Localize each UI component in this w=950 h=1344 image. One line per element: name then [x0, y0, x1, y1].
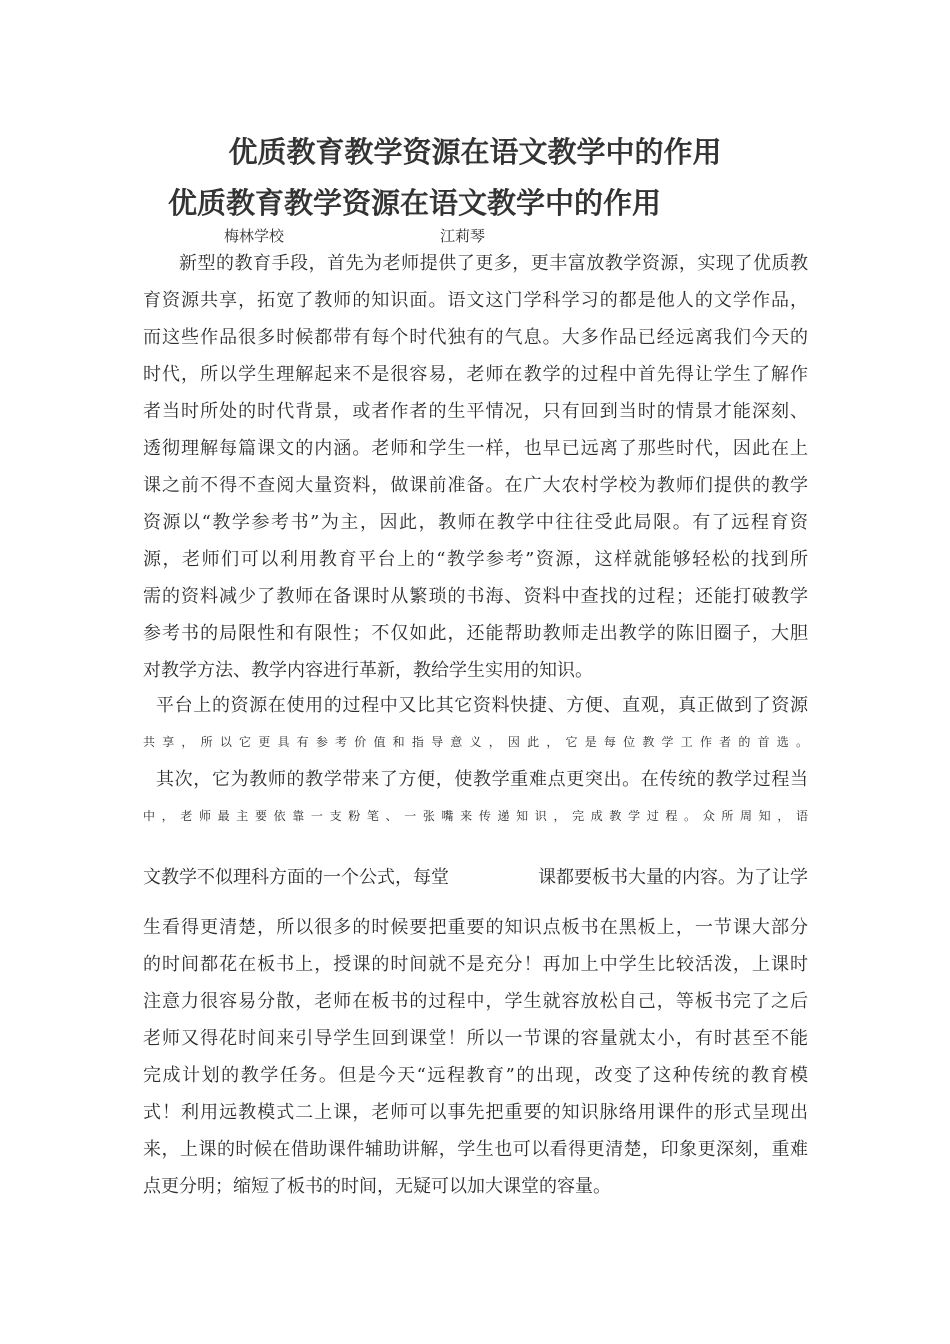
text-line: 生看得更清楚，所以很多的时候要把重要的知识点板书在黑板上，一节课大部分 [143, 917, 808, 938]
document-subtitle: 优质教育教学资源在语文教学中的作用 [168, 186, 662, 220]
text-line: 共享，所以它更具有参考价值和指导意义，因此，它是每位教学工作者的首选。 [143, 735, 808, 749]
text-line: 注意力很容易分散，老师在板书的过程中，学生就容放松自己，等板书完了之后 [143, 991, 808, 1012]
paragraph-5 [143, 909, 808, 1205]
text-line: 而这些作品很多时候都带有每个时代独有的气息。大多作品已经远离我们今天的 [143, 327, 808, 348]
text-line: 点更分明；缩短了板书的时间，无疑可以加大课堂的容量。 [143, 1176, 611, 1197]
paragraph-2 [143, 687, 808, 761]
text-line: 者当时所处的时代背景，或者作者的生平情况，只有回到当时的情景才能深刻、 [143, 401, 808, 422]
text-line: 老师又得花时间来引导学生回到课堂！所以一节课的容量就太小，有时甚至不能 [143, 1028, 808, 1049]
text-line: 育资源共享，拓宽了教师的知识面。语文这门学科学习的都是他人的文学作品， [143, 290, 808, 311]
text-line: 时代，所以学生理解起来不是很容易，老师在教学的过程中首先得让学生了解作 [143, 364, 808, 385]
text-line: 课之前不得不查阅大量资料，做课前准备。在广大农村学校为教师们提供的教学 [143, 475, 808, 496]
text-line: 源，老师们可以利用教育平台上的“教学参考”资源，这样就能够轻松的找到所 [143, 549, 808, 570]
text-line: 需的资料减少了教师在备课时从繁琐的书海、资料中查找的过程；还能打破教学 [143, 586, 808, 607]
text-line: 平台上的资源在使用的过程中又比其它资料快捷、方便、直观，真正做到了资源 [156, 695, 808, 716]
paragraph-4 [143, 859, 808, 896]
text-line: 透彻理解每篇课文的内涵。老师和学生一样，也早已远离了那些时代，因此在上 [143, 438, 808, 459]
text-line [143, 859, 808, 896]
text-line: 新型的教育手段，首先为老师提供了更多，更丰富放教学资源，实现了优质教 [179, 253, 808, 274]
text-line: 对教学方法、教学内容进行革新，教给学生实用的知识。 [143, 660, 593, 681]
paragraph-1 [143, 245, 808, 689]
text-line: 的时间都花在板书上，授课的时间就不是充分！再加上中学生比较活泼，上课时 [143, 954, 808, 975]
document-title: 优质教育教学资源在语文教学中的作用 [228, 135, 722, 169]
text-segment-right: 课都要板书大量的内容。为了让学 [538, 867, 808, 888]
text-line: 其次，它为教师的教学带来了方便，使教学重难点更突出。在传统的教学过程当 [156, 769, 808, 790]
text-line: 式！利用远教模式二上课，老师可以事先把重要的知识脉络用课件的形式呈现出 [143, 1102, 808, 1123]
author-name: 江莉琴 [440, 227, 486, 245]
school-name: 梅林学校 [224, 227, 285, 245]
text-line: 中，老师最主要依靠一支粉笔、一张嘴来传递知识，完成教学过程。众所周知，语 [143, 809, 808, 823]
text-line: 来，上课的时候在借助课件辅助讲解，学生也可以看得更清楚，印象更深刻，重难 [143, 1139, 808, 1160]
paragraph-3 [143, 761, 808, 835]
text-line: 完成计划的教学任务。但是今天“远程教育”的出现，改变了这种传统的教育模 [143, 1065, 808, 1086]
text-line: 资源以“教学参考书”为主，因此，教师在教学中往往受此局限。有了远程育资 [143, 512, 808, 533]
text-line: 参考书的局限性和有限性；不仅如此，还能帮助教师走出教学的陈旧圈子，大胆 [143, 623, 808, 644]
text-segment-left: 文教学不似理科方面的一个公式，每堂 [143, 867, 449, 888]
